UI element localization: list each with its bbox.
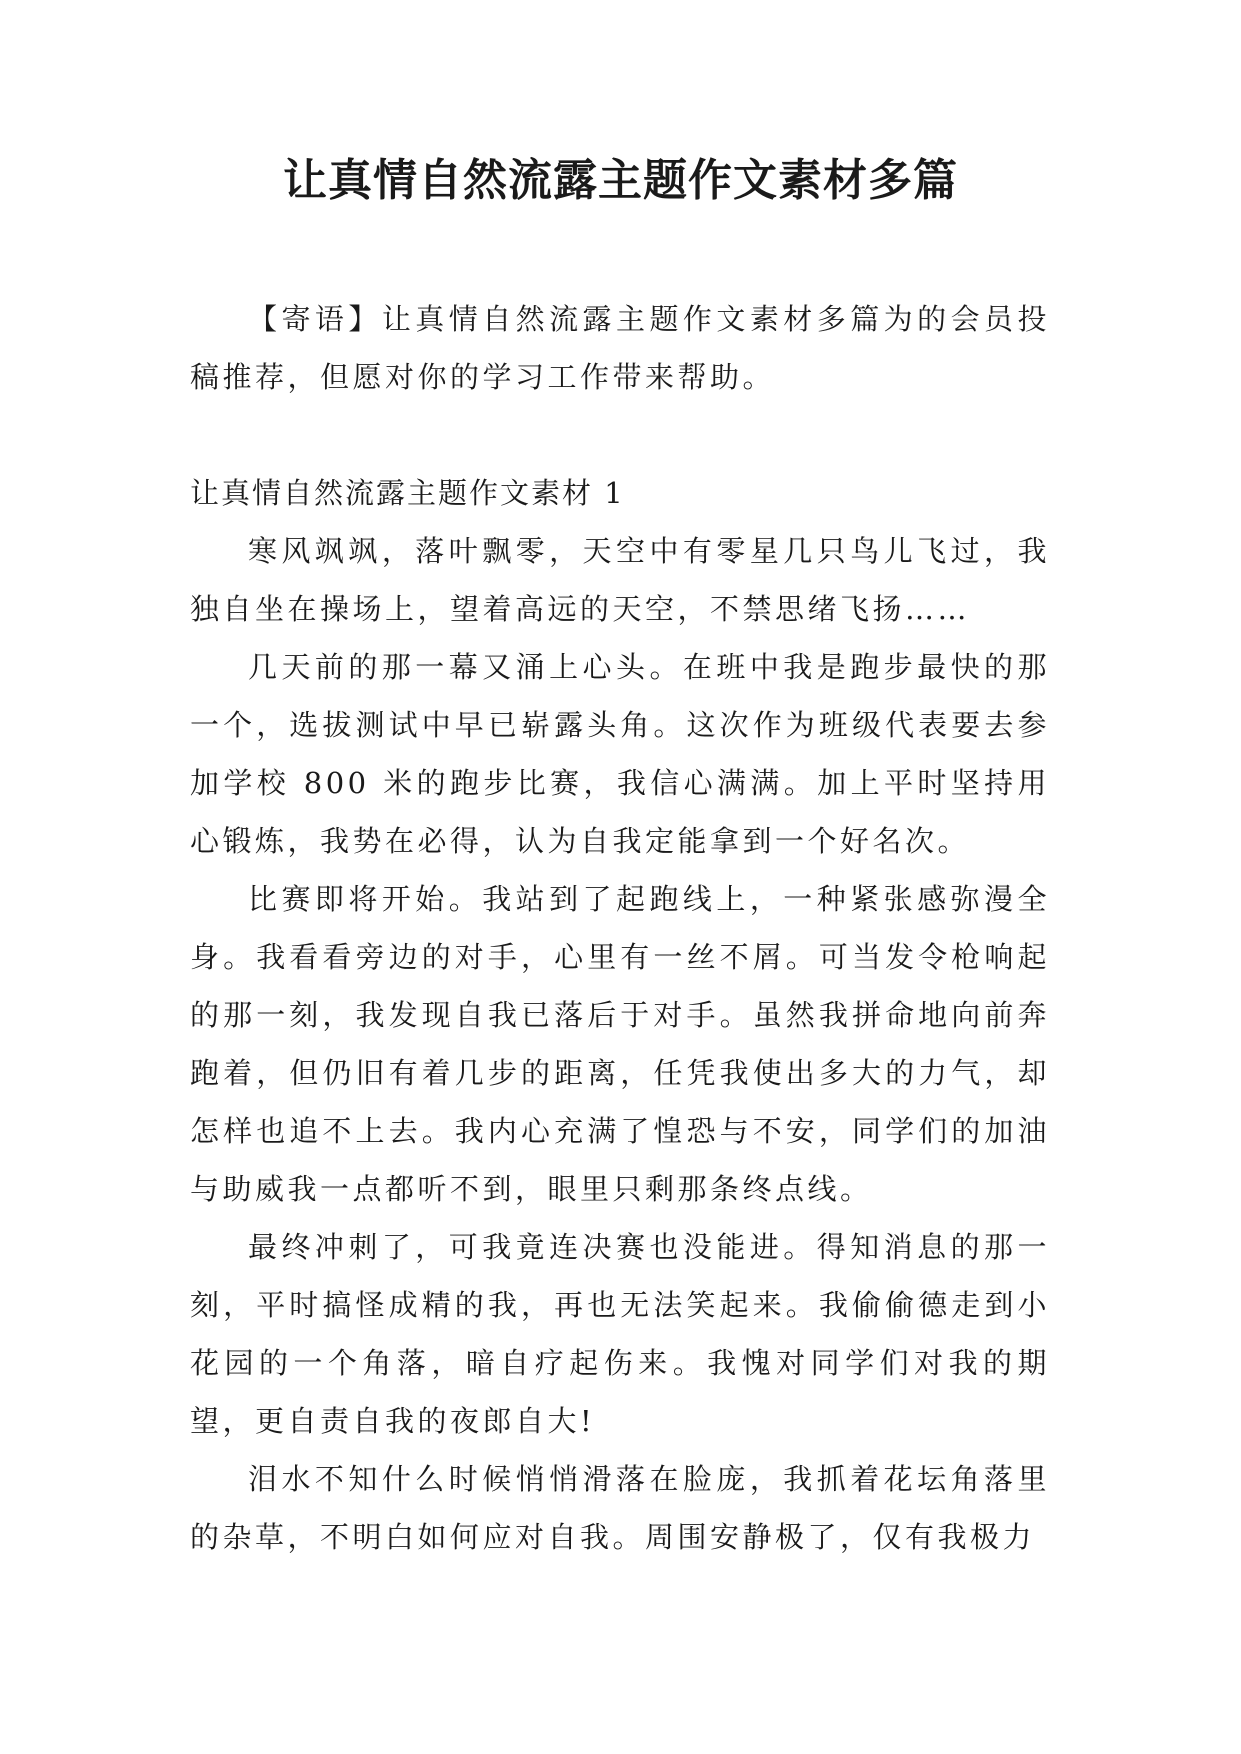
body-paragraph: 寒风飒飒，落叶飘零，天空中有零星几只鸟儿飞过，我独自坐在操场上，望着高远的天空，不禁思绪飞扬…… [190, 534, 1050, 626]
section-heading: 让真情自然流露主题作文素材 1 [190, 476, 625, 510]
body-paragraph: 最终冲刺了，可我竟连决赛也没能进。得知消息的那一刻，平时搞怪成精的我，再也无法笑起来。我偷偷德走到小花园的一个角落，暗自疗起伤来。我愧对同学们对我的期望，更自责自我的夜郎自大! [190, 1230, 1050, 1438]
document-title: 让真情自然流露主题作文素材多篇 [283, 155, 958, 206]
body-paragraph: 泪水不知什么时候悄悄滑落在脸庞，我抓着花坛角落里的杂草，不明白如何应对自我。周围安静极了，仅有我极力 [190, 1462, 1050, 1554]
intro-paragraph: 【寄语】让真情自然流露主题作文素材多篇为的会员投稿推荐，但愿对你的学习工作带来帮助。 [190, 302, 1050, 394]
document-body [190, 290, 1050, 1566]
body-paragraph: 比赛即将开始。我站到了起跑线上，一种紧张感弥漫全身。我看看旁边的对手，心里有一丝不屑。可当发令枪响起的那一刻，我发现自我已落后于对手。虽然我拼命地向前奔跑着，但仍旧有着几步的距离，任凭我使出多大的力气，却怎样也追不上去。我内心充满了惶恐与不安，同学们的加油与助威我一点都听不到，眼里只剩那条终点线。 [190, 882, 1050, 1206]
body-paragraph: 几天前的那一幕又涌上心头。在班中我是跑步最快的那一个，选拔测试中早已崭露头角。这次作为班级代表要去参加学校 800 米的跑步比赛，我信心满满。加上平时坚持用心锻炼，我势在必得，认为自我定能拿到一个好名次。 [190, 650, 1050, 858]
